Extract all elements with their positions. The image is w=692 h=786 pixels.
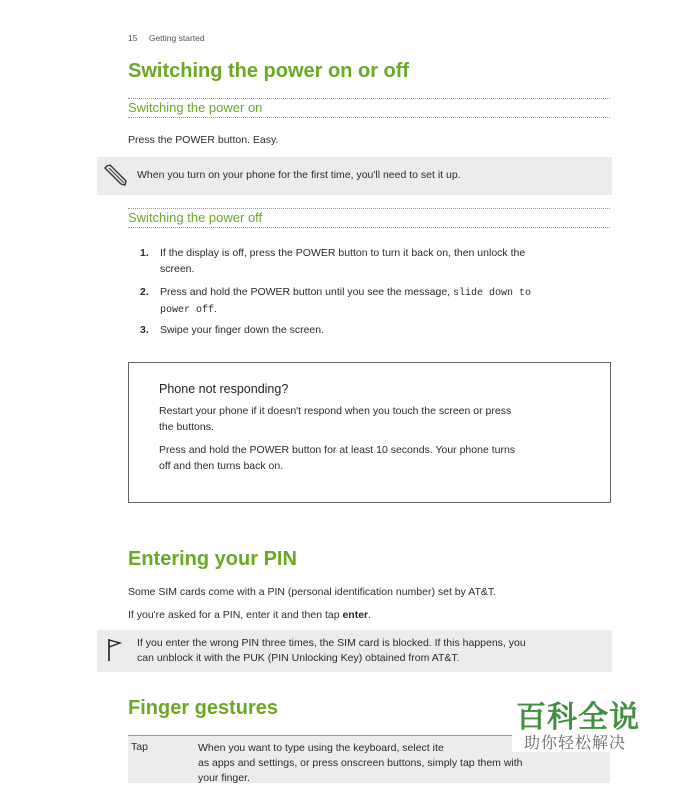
- gesture-description: When you want to type using the keyboard, select ite as apps and settings, or press onscreen buttons, simply tap them with your finger.: [198, 742, 523, 784]
- step-number: 2.: [140, 286, 149, 298]
- page-number: 15: [128, 33, 138, 43]
- subsection-power-on-title: Switching the power on: [128, 99, 610, 118]
- subsection-power-off: [128, 208, 610, 228]
- tip-box-not-responding: [128, 362, 611, 503]
- watermark-slogan: 助你轻松解决: [524, 735, 627, 752]
- page-header: [128, 33, 205, 43]
- running-section-title: Getting started: [148, 33, 205, 43]
- subsection-power-on: [128, 98, 610, 118]
- tip-box-para-restart: Restart your phone if it doesn't respond when you touch the screen or press the buttons.: [159, 405, 512, 433]
- step-text: Press and hold the POWER button until you see the message, slide down to power off.: [160, 286, 532, 316]
- gesture-label: Tap: [131, 741, 148, 753]
- section-title-power: Switching the power on or off: [128, 60, 410, 82]
- list-item: [140, 323, 610, 339]
- step-number: 1.: [140, 247, 149, 259]
- power-on-text: Press the POWER button. Easy.: [128, 134, 279, 146]
- note-setup: [97, 157, 612, 195]
- section-title-pin: Entering your PIN: [128, 548, 297, 570]
- tip-box-title: Phone not responding?: [159, 382, 289, 396]
- pencil-icon: [104, 163, 128, 187]
- step-text: If the display is off, press the POWER button to turn it back on, then unlock the screen.: [160, 247, 526, 275]
- note-pin-blocked: [97, 630, 612, 672]
- list-item: [140, 285, 610, 317]
- list-item: [140, 246, 610, 278]
- step-text: Swipe your finger down the screen.: [160, 324, 325, 336]
- step-number: 3.: [140, 324, 149, 336]
- note-pin-text: If you enter the wrong PIN three times, the SIM card is blocked. If this happens, you can unblock it with the PUK (PIN Unlocking Key) obtained from AT&T.: [137, 637, 526, 664]
- watermark-logo-text: 百科全说: [516, 701, 640, 734]
- section-title-gestures: Finger gestures: [128, 697, 279, 719]
- flag-icon: [107, 638, 123, 662]
- pin-text-2: If you're asked for a PIN, enter it and then tap enter.: [128, 609, 372, 621]
- tip-box-para-hold: Press and hold the POWER button for at least 10 seconds. Your phone turns off and then turns back on.: [159, 444, 516, 472]
- subsection-power-off-title: Switching the power off: [128, 209, 610, 228]
- pin-text-1: Some SIM cards come with a PIN (personal identification number) set by AT&T.: [128, 586, 497, 598]
- enter-keyword: enter: [342, 609, 369, 621]
- note-setup-text: When you turn on your phone for the first time, you'll need to set it up.: [137, 169, 461, 181]
